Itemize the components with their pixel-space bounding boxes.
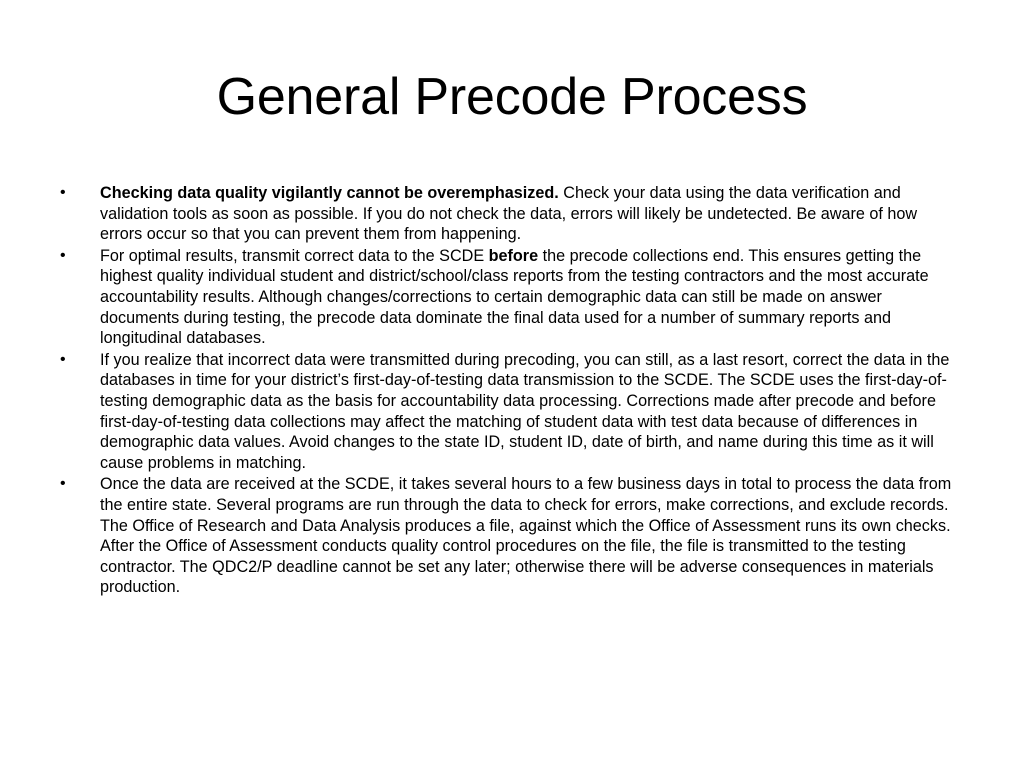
- bullet-dot-icon: •: [60, 246, 66, 264]
- bullet-item: [54, 246, 960, 349]
- bullet-lead-bold: Checking data quality vigilantly cannot be overemphasized.: [100, 184, 559, 202]
- bullet-text: If you realize that incorrect data were transmitted during precoding, you can still, as a last resort, correct the data in the databases in time for your district’s first-day-of-testing data transmission to the SCDE. The SCDE uses the first-day-of-testing demographic data as the basis for accountability data processing. Corrections made after precode and before first-day-of-testing data collections may affect the matching of student data with test data because of differences in demographic data values. Avoid changes to the state ID, student ID, date of birth, and name during this time as it will cause problems in matching.: [100, 350, 950, 472]
- bullet-text: the precode collections end. This ensures getting the highest quality individual student and district/school/class reports from the testing contractors and the most accurate accountability results. Although changes/corrections to certain demographic data can still be made on answer documents during testing, the precode data dominate the final data used for a number of summary reports and longitudinal databases.: [100, 246, 929, 348]
- bullet-list: [54, 183, 960, 599]
- bullet-dot-icon: •: [60, 350, 66, 368]
- bullet-text: For optimal results, transmit correct data to the SCDE: [100, 246, 489, 265]
- bullet-item: [54, 350, 960, 474]
- slide-title: General Precode Process: [216, 68, 808, 126]
- bullet-dot-icon: •: [60, 184, 66, 201]
- bullet-text: Once the data are received at the SCDE, it takes several hours to a few business days in total to process the data from the entire state. Several programs are run through the data to check for errors, make corrections, and exclude records. The Office of Research and Data Analysis produces a file, against which the Office of Assessment runs its own checks. After the Office of Assessment conducts quality control procedures on the file, the file is transmitted to the testing contractor. The QDC2/P deadline cannot be set any later; otherwise there will be adverse consequences in materials production.: [100, 475, 952, 597]
- bullet-item: [54, 183, 960, 245]
- bullet-text: Check your data using the data verification and validation tools as soon as possible. If you do not check the data, errors will likely be undetected. Be aware of how errors occur so that you can prevent them from happening.: [100, 184, 918, 244]
- bullet-dot-icon: •: [60, 475, 66, 493]
- bullet-bold-word: before: [488, 246, 539, 265]
- bullet-item: [54, 474, 960, 598]
